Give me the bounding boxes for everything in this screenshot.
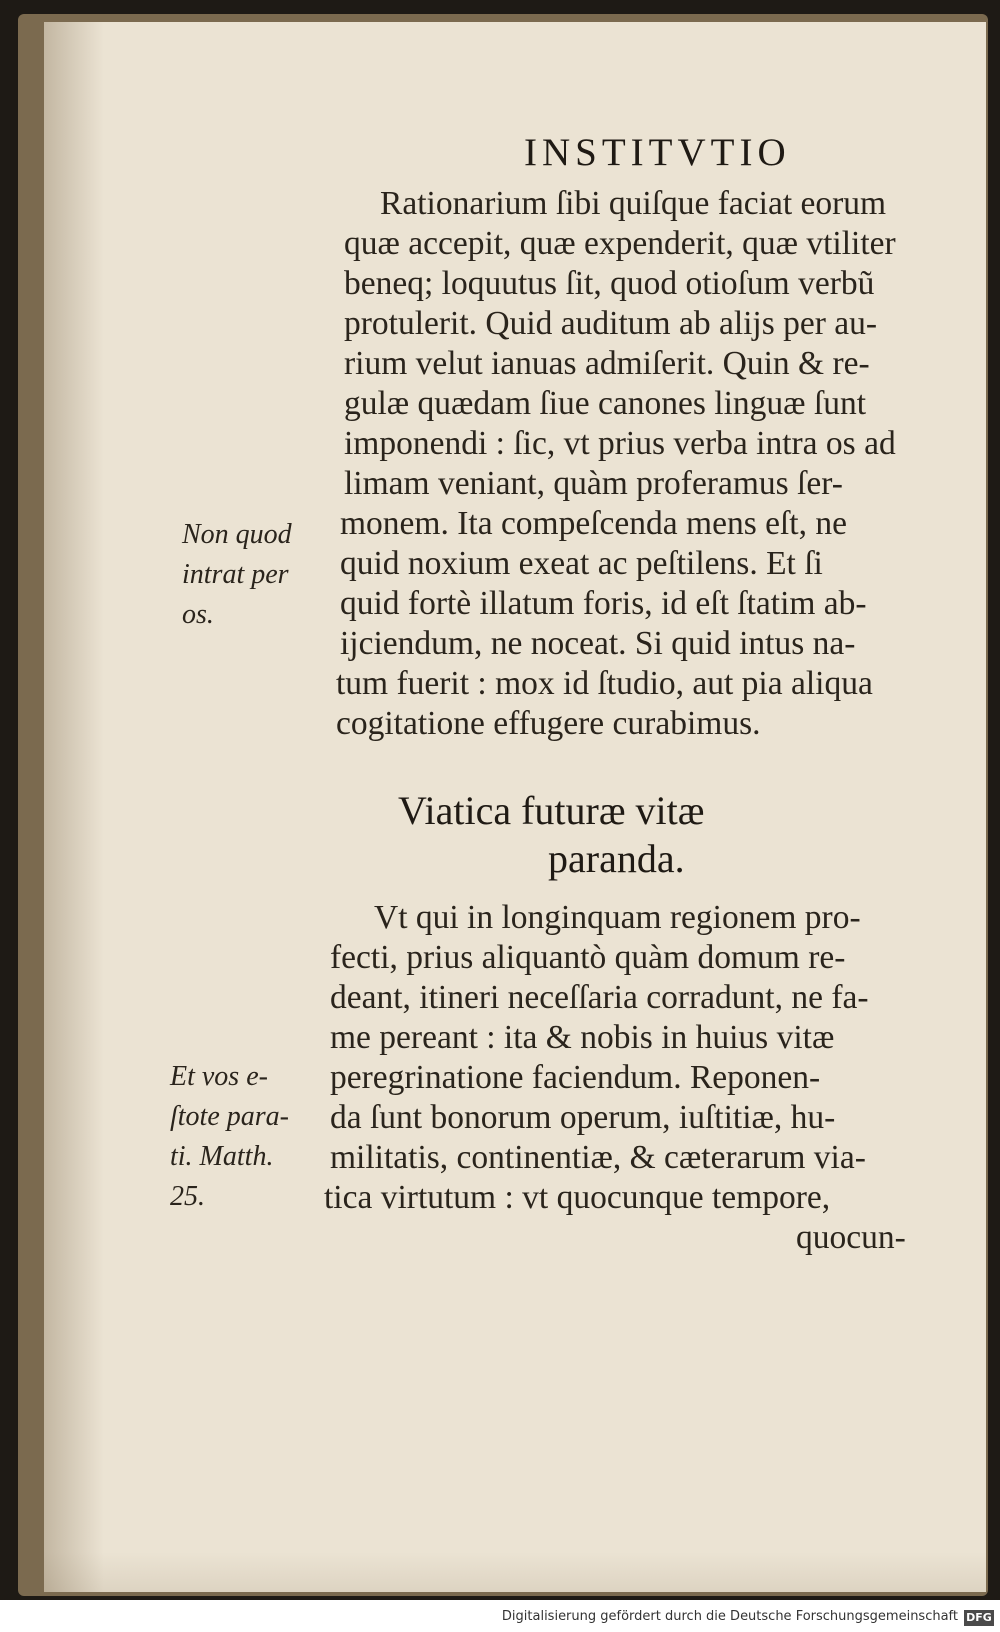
- margin-note-line: ſtote para-: [170, 1101, 289, 1132]
- text-line: Vt qui in longinquam regionem pro-: [374, 899, 861, 936]
- text-line: tum fuerit : mox id ſtudio, aut pia aliqua: [336, 665, 873, 702]
- text-line: peregrinatione faciendum. Reponen-: [330, 1059, 821, 1096]
- funding-credit: Digitalisierung gefördert durch die Deutsche Forschungsgemeinschaft: [501, 1609, 958, 1624]
- margin-note-line: os.: [182, 599, 214, 630]
- text-line: Rationarium ſibi quiſque faciat eorum: [380, 185, 887, 222]
- text-line: cogitatione effugere curabimus.: [336, 705, 761, 742]
- section-heading-line: Viatica futuræ vitæ: [398, 788, 705, 833]
- text-line: fecti, prius aliquantò quàm domum re-: [330, 939, 846, 976]
- margin-note-line: 25.: [170, 1181, 205, 1212]
- text-line: beneq; loquutus ſit, quod otioſum verbũ: [344, 265, 875, 302]
- text-line: quid noxium exeat ac peſtilens. Et ſi: [340, 545, 823, 582]
- margin-note-line: ti. Matth.: [170, 1141, 274, 1172]
- text-line: tica virtutum : vt quocunque tempore,: [324, 1179, 831, 1216]
- margin-note-line: Non quod: [182, 519, 292, 550]
- text-line: quid fortè illatum foris, id eſt ſtatim ab-: [340, 585, 867, 622]
- text-line: ijciendum, ne noceat. Si quid intus na-: [340, 625, 856, 662]
- text-line: da ſunt bonorum operum, iuſtitiæ, hu-: [330, 1099, 836, 1136]
- running-head: INSTITVTIO: [524, 131, 791, 174]
- dfg-logo: DFG: [964, 1610, 994, 1626]
- text-line: me pereant : ita & nobis in huius vitæ: [330, 1019, 835, 1056]
- text-line: gulæ quædam ſiue canones linguæ ſunt: [344, 385, 866, 422]
- margin-note-line: Et vos e-: [170, 1061, 268, 1092]
- text-block: [44, 22, 986, 1592]
- text-line: imponendi : ſic, vt prius verba intra os ad: [344, 425, 896, 462]
- section-heading-line: paranda.: [548, 836, 685, 881]
- catchword: quocun-: [796, 1219, 906, 1256]
- text-line: quæ accepit, quæ expenderit, quæ vtiliter: [344, 225, 896, 262]
- text-line: militatis, continentiæ, & cæterarum via-: [330, 1139, 866, 1176]
- text-line: monem. Ita compeſcenda mens eſt, ne: [340, 505, 847, 542]
- text-line: limam veniant, quàm proferamus ſer-: [344, 465, 843, 502]
- text-line: rium velut ianuas admiſerit. Quin & re-: [344, 345, 870, 382]
- book-page: [44, 22, 986, 1592]
- text-line: protulerit. Quid auditum ab alijs per au-: [344, 305, 878, 342]
- footer-bar: [0, 1600, 1000, 1632]
- text-line: deant, itineri neceſſaria corradunt, ne fa-: [330, 979, 869, 1016]
- margin-note-line: intrat per: [182, 559, 289, 590]
